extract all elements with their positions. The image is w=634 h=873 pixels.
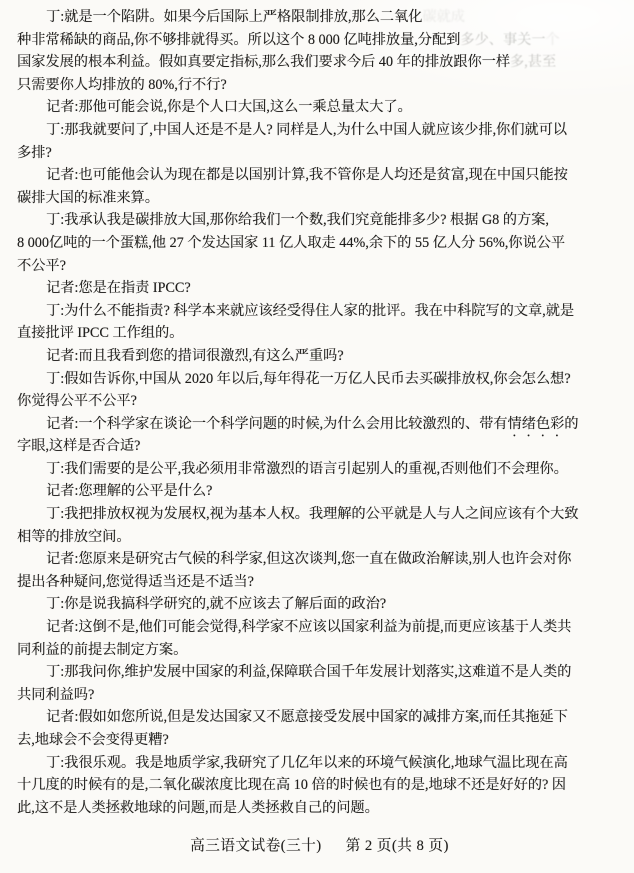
text-segment: 同利益的前提去制定方案。 [17,641,188,658]
text-line [17,413,622,436]
text-line [17,729,622,752]
text-line [17,616,622,639]
text-line [17,277,622,300]
text-segment: 丁:为什么不能指责? 科学本来就应该经受得住人家的批评。我在中科院写的文章,就是 [46,302,575,319]
text-segment: 丁:假如告诉你,中国从 2020 年以后,每年得花一万亿人民币去买碳排放权,你会怎么想? [46,370,571,387]
text-segment: 去,地球会不会变得更糟? [17,732,169,748]
text-line [17,480,622,503]
text-line [17,706,622,729]
text-line [17,74,622,97]
text-line [17,209,622,232]
text-segment: 记者:也可能他会认为现在都是以国别计算,我不管你是人均还是贫富,现在中国只能按 [46,167,568,184]
faded-scan-text: 个 [545,31,560,48]
text-line [17,774,622,797]
text-segment: 记者:一个科学家在谈论一个科学问题的时候,为什么会用比较激烈的、带有 [46,415,508,432]
text-line [17,390,622,413]
text-line [17,458,622,481]
dialogue-text-block [17,6,622,819]
text-line [17,164,622,187]
text-segment: 记者:您原来是研究古气候的科学家,但这次谈判,您一直在做政治解读,别人也许会对你 [46,551,572,568]
text-line [17,503,622,526]
text-segment: 8 000亿吨的一个蛋糕,他 27 个发达国家 11 亿人取走 44%,余下的 55 亿人分 56%,你说公平 [17,234,566,251]
text-segment: 种非常稀缺的商品,你不够排就得买。所以这个 8 000 亿吨排放量,分配到 [17,31,461,48]
text-segment: 直接批评 IPCC 工作组的。 [17,325,184,342]
text-segment: 记者:而且我看到您的措词很激烈,有这么严重吗? [46,347,344,364]
text-segment: 共同利益吗? [17,686,95,703]
text-line [17,345,622,368]
text-line [17,368,622,391]
text-segment: 丁:你是说我搞科学研究的,就不应该去了解后面的政治? [46,596,387,613]
text-segment: 记者:这倒不是,他们可能会觉得,科学家不应该以国家利益为前提,而更应该基于人类共 [46,619,572,636]
text-line [17,548,622,571]
text-line [17,119,622,142]
faded-scan-text: 多,甚至 [510,54,557,71]
text-line [17,752,622,775]
text-line [17,96,622,119]
text-line [17,684,622,707]
text-line [17,255,622,278]
text-segment: 丁:我把排放权视为发展权,视为基本人权。我理解的公平就是人与人之间应该有个大致 [46,506,579,523]
text-line [17,639,622,662]
text-segment: 丁:那我就要问了,中国人还是不是人? 同样是人,为什么中国人就应该少排,你们就可以 [46,121,567,138]
text-line [17,797,622,820]
text-line [17,526,622,549]
text-segment: 你觉得公平不公平? [17,393,137,410]
footer-page-info: 第 2 页(共 8 页) [345,838,449,855]
text-segment: 丁:就是一个陷阱。如果今后国际上严格限制排放,那么二氧化 [46,9,423,25]
text-segment: 字眼,这样是否合适? [17,438,141,455]
text-segment: 国家发展的根本利益。假如真要定指标,那么我们要求今后 40 年的排放跟你一样 [17,54,511,71]
page-footer [17,834,622,855]
footer-exam-title: 高三语文试卷(三十) [190,838,322,855]
text-line [17,300,622,323]
text-segment: 提出各种疑问,您觉得适当还是不适当? [17,573,254,590]
emphasized-text: 情绪色彩 [507,415,565,432]
text-line [17,435,622,458]
text-segment: 碳排大国的标准来算。 [17,189,159,206]
text-segment: 的 [564,415,579,432]
text-line [17,571,622,594]
text-line [17,51,622,74]
text-line [17,593,622,616]
text-segment: 记者:假如如您所说,但是发达国家又不愿意接受发展中国家的减排方案,而任其拖延下 [46,709,568,726]
faded-scan-text: 碳就成 [422,9,465,25]
text-line [17,142,622,165]
text-segment: 十几度的时候有的是,二氧化碳浓度比现在高 10 倍的时候也有的是,地球不还是好好的? 因 [17,777,566,794]
text-line [17,29,622,52]
text-line [17,661,622,684]
faded-scan-text: 多少、事关一 [460,31,546,48]
text-segment: 相等的排放空间。 [17,528,131,545]
text-segment: 丁:我承认我是碳排放大国,那你给我们一个数,我们究竟能排多少? 根据 G8 的方案, [46,212,549,229]
text-segment: 多排? [17,144,52,161]
text-segment: 不公平? [17,257,66,274]
text-segment: 记者:您理解的公平是什么? [46,483,213,500]
text-segment: 丁:我们需要的是公平,我必须用非常激烈的语言引起别人的重视,否则他们不会理你。 [46,460,568,477]
text-segment: 此,这不是人类拯救地球的问题,而是人类拯救自己的问题。 [17,799,379,816]
text-segment: 记者:您是在指责 IPCC? [46,280,191,297]
text-segment: 只需要你人均排放的 80%,行不行? [17,76,227,93]
text-segment: 丁:那我问你,维护发展中国家的利益,保障联合国千年发展计划落实,这难道不是人类的 [46,664,572,681]
text-line [17,187,622,210]
text-line [17,6,622,29]
text-line [17,322,622,345]
text-segment: 记者:那他可能会说,你是个人口大国,这么一乘总量太大了。 [46,99,412,116]
text-line [17,232,622,255]
text-segment: 丁:我很乐观。我是地质学家,我研究了几亿年以来的环境气候演化,地球气温比现在高 [46,754,568,771]
